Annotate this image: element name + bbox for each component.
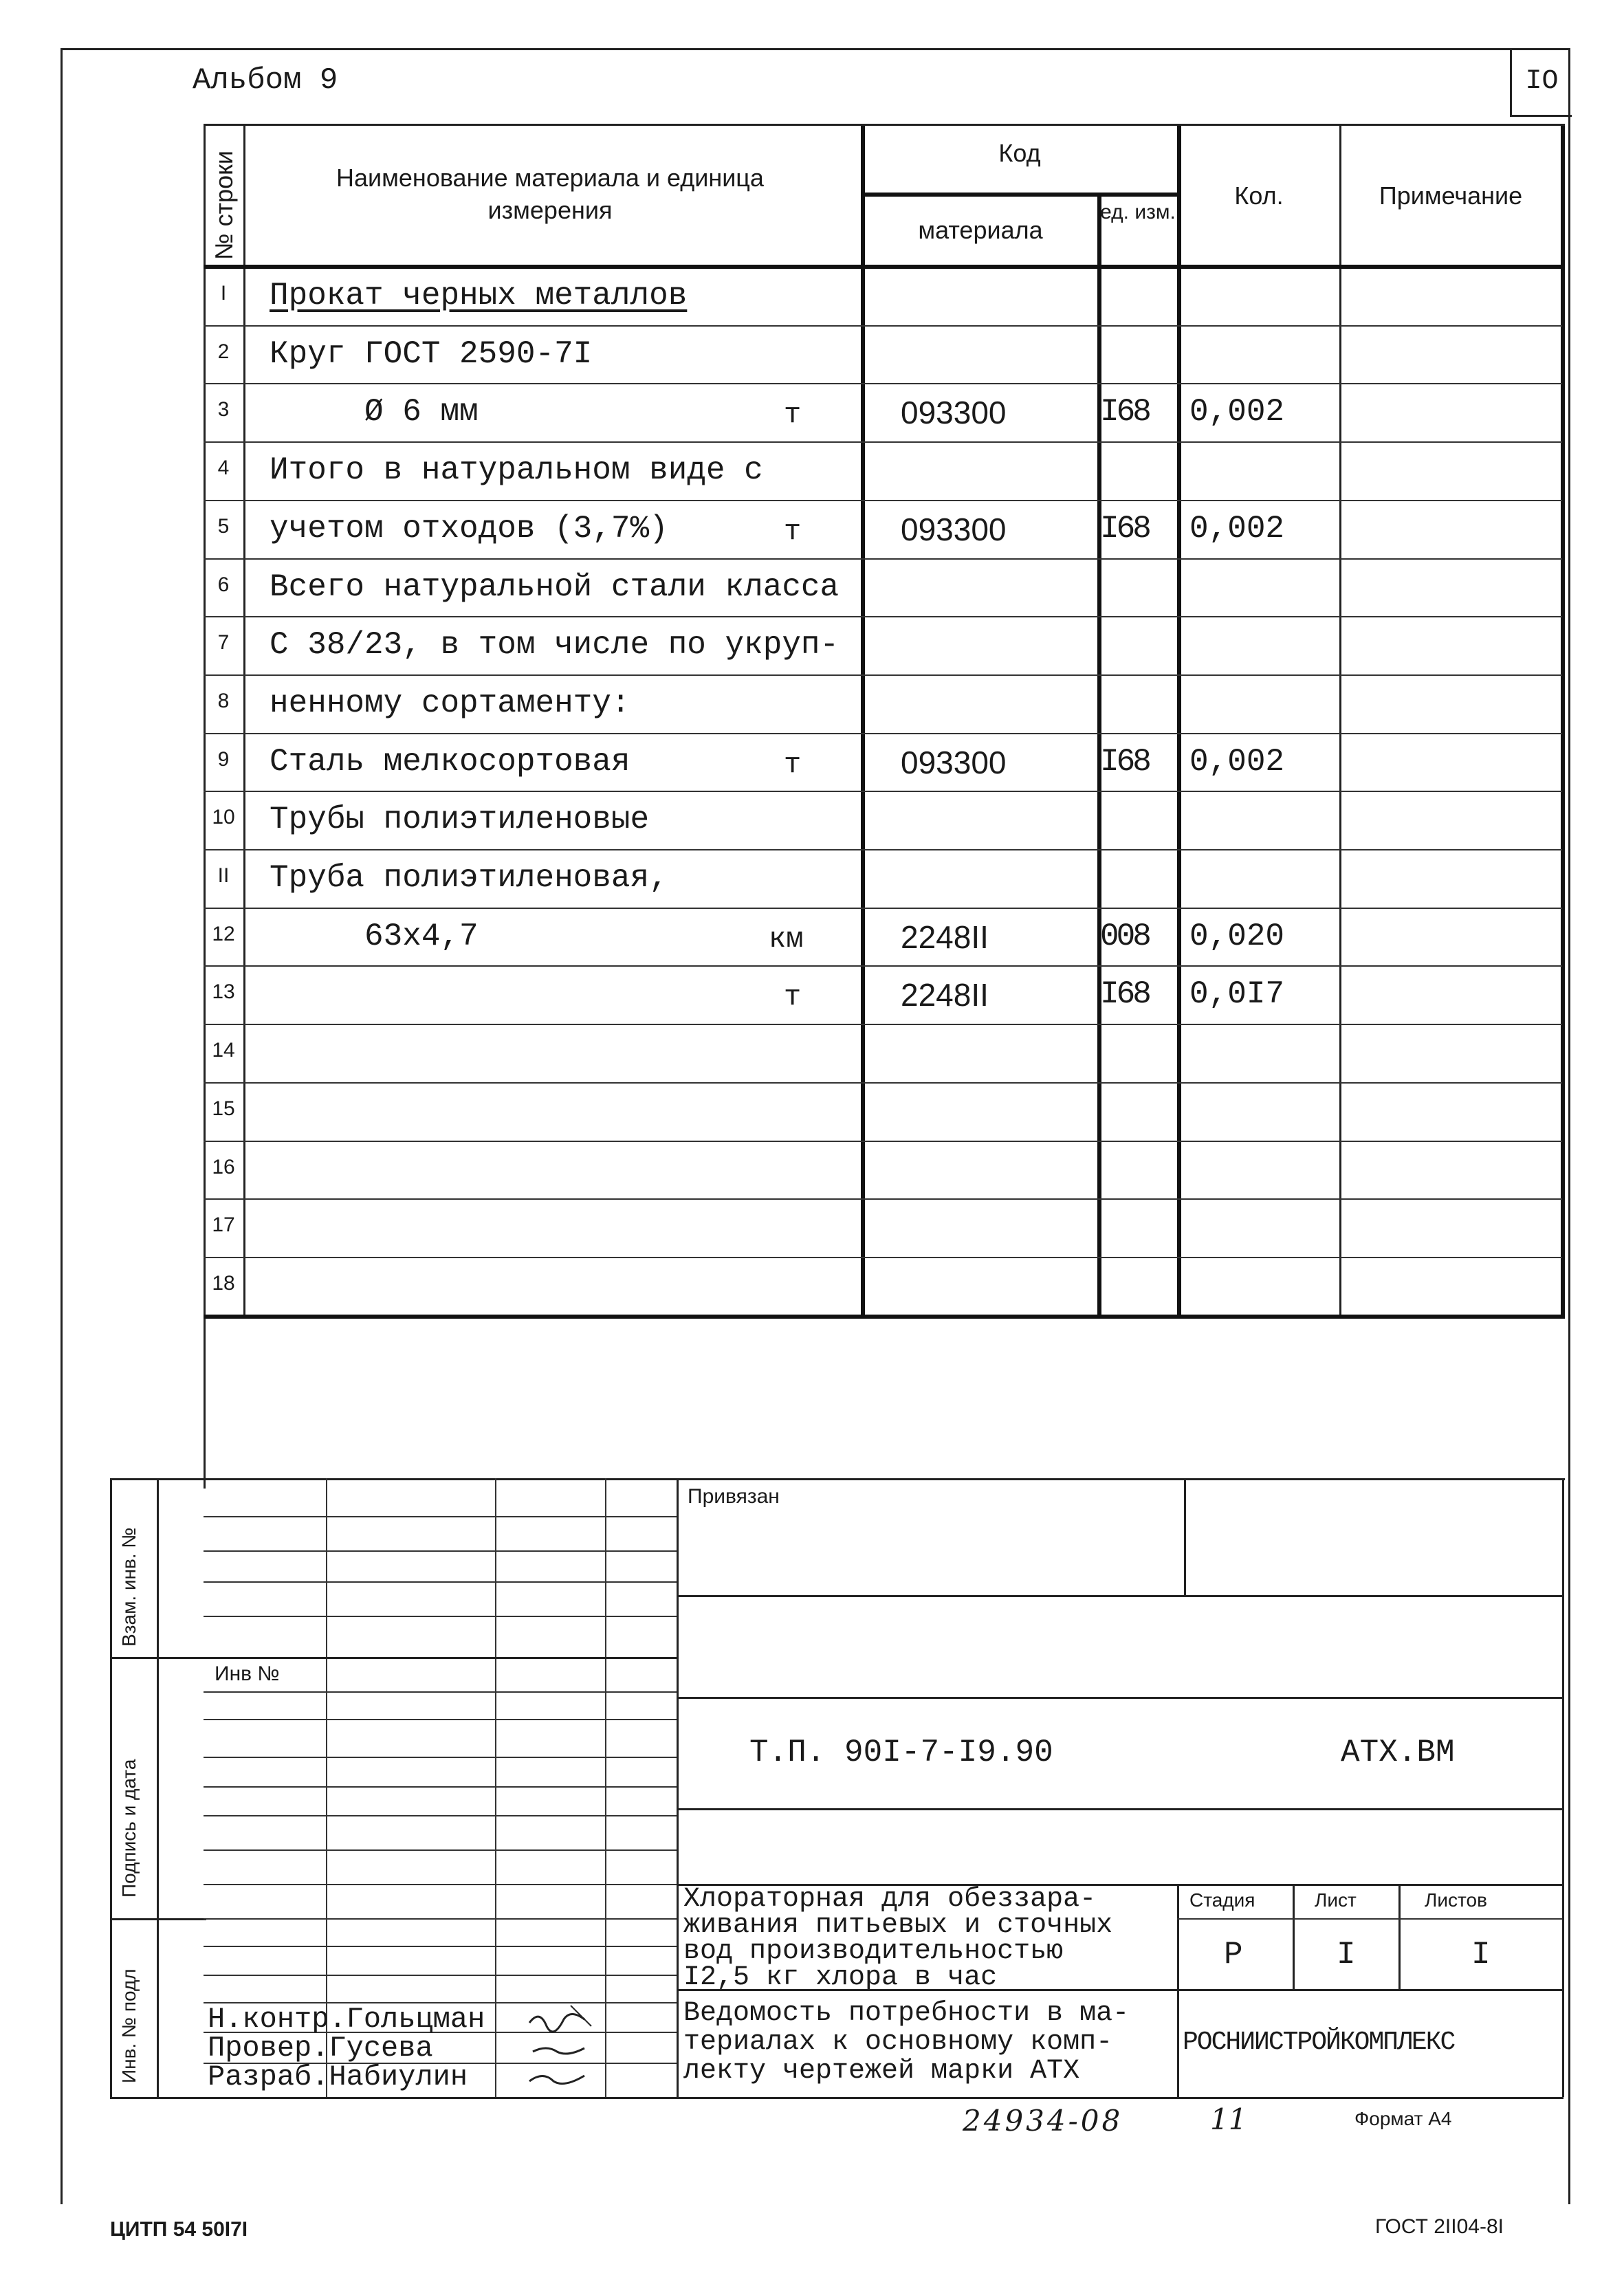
row-number: 5 <box>217 514 230 538</box>
object-title: Хлораторная для обеззара- живания питьевых и сточных вод производительностью I2,5 кг хлора в час <box>683 1884 1113 1993</box>
header-code-material: материала <box>918 216 1043 244</box>
doc-title: Ведомость потребности в ма- териалах к основному комп- лекту чертежей марки АТХ <box>683 1998 1130 2087</box>
row-number: 17 <box>212 1214 235 1237</box>
header-note: Примечание <box>1379 182 1523 210</box>
unit-cell: км <box>769 922 804 956</box>
organization: РОСНИИСТРОЙКОМПЛЕКС <box>1183 2028 1455 2057</box>
material-name: Итого в натуральном виде с <box>270 452 763 489</box>
material-name: С 38/23, в том числе по укруп- <box>270 627 840 663</box>
row-number: 12 <box>212 922 235 945</box>
quantity: 0,002 <box>1189 394 1285 430</box>
unit-code: 008 <box>1100 918 1149 954</box>
privyazan-label: Привязан <box>688 1485 780 1508</box>
sheets-label: Листов <box>1425 1889 1487 1911</box>
material-code: 093300 <box>901 511 1007 547</box>
sheet-value: I <box>1337 1937 1356 1973</box>
unit-cell: т <box>784 514 802 548</box>
row-number: 3 <box>217 398 230 421</box>
row-number: 8 <box>217 689 230 712</box>
material-name: Круг ГОСТ 2590-7I <box>270 336 593 372</box>
material-name: учетом отходов (3,7%) <box>270 510 668 547</box>
unit-cell: т <box>784 398 802 432</box>
row-number: 14 <box>212 1039 235 1062</box>
header-code: Код <box>998 139 1041 167</box>
row-number: 18 <box>212 1271 235 1295</box>
footer-left: ЦИТП 54 50I7I <box>110 2218 248 2241</box>
sheet-number-box <box>1510 48 1572 117</box>
material-name: Труба полиэтиленовая, <box>270 860 668 896</box>
material-code: 2248II <box>901 977 989 1013</box>
doc-mark: АТХ.ВМ <box>1341 1735 1455 1770</box>
stage-value: Р <box>1224 1937 1243 1973</box>
material-name: Трубы полиэтиленовые <box>270 802 650 838</box>
header-code-unit: ед. изм. <box>1100 201 1176 223</box>
row-number: 15 <box>212 1097 235 1120</box>
doc-code: Т.П. 90I-7-I9.90 <box>749 1735 1053 1770</box>
row-number: 2 <box>217 340 230 363</box>
row-number: 7 <box>217 631 230 655</box>
unit-code: I68 <box>1100 976 1149 1013</box>
stage-label: Стадия <box>1189 1889 1255 1911</box>
sheet-number: IO <box>1525 66 1559 97</box>
material-code: 093300 <box>901 395 1007 431</box>
material-name: 63х4,7 <box>364 918 479 954</box>
header-qty: Кол. <box>1234 182 1284 210</box>
quantity: 0,020 <box>1189 918 1285 954</box>
signer-2: Провер.Гусева <box>208 2032 433 2065</box>
material-name: Ø 6 мм <box>364 394 479 430</box>
unit-code: I68 <box>1100 743 1149 780</box>
material-code: 2248II <box>901 919 989 955</box>
unit-code: I68 <box>1100 510 1149 547</box>
material-code: 093300 <box>901 744 1007 780</box>
material-name: Сталь мелкосортовая <box>270 743 630 780</box>
quantity: 0,002 <box>1189 743 1285 780</box>
side-label-vzam: Взам. инв. № <box>118 1527 140 1647</box>
unit-cell: т <box>784 747 802 781</box>
row-number: 13 <box>212 980 235 1004</box>
unit-cell: т <box>784 980 802 1014</box>
sheet-label: Лист <box>1315 1889 1357 1911</box>
row-number: 9 <box>217 747 230 771</box>
header-row-no: № строки <box>210 150 238 260</box>
format-label: Формат А4 <box>1354 2108 1452 2129</box>
album-label: Альбом 9 <box>193 63 338 98</box>
material-name: Всего натуральной стали класса <box>270 569 840 605</box>
row-number: I <box>220 282 227 305</box>
row-number: II <box>217 864 230 887</box>
row-number: 6 <box>217 573 230 596</box>
side-label-inv-podl: Инв. № подл <box>118 1968 140 2083</box>
side-label-podpis: Подпись и дата <box>118 1759 140 1898</box>
sheets-value: I <box>1471 1937 1491 1973</box>
unit-code: I68 <box>1100 394 1149 430</box>
signer-1: Н.контр.Гольцман <box>208 2003 485 2036</box>
row-number: 16 <box>212 1155 235 1178</box>
quantity: 0,002 <box>1189 510 1285 547</box>
signature-marks <box>523 2002 605 2091</box>
header-name: Наименование материала и единица измерения <box>336 164 764 224</box>
quantity: 0,0I7 <box>1189 976 1285 1013</box>
inventory-number: 24934-08 <box>963 2104 1123 2138</box>
page-handwritten: 11 <box>1210 2102 1247 2136</box>
signer-3: Разраб.Набиулин <box>208 2061 468 2094</box>
material-name: ненному сортаменту: <box>270 685 630 721</box>
material-name: Прокат черных металлов <box>270 278 688 314</box>
footer-right: ГОСТ 2II04-8I <box>1375 2215 1504 2238</box>
row-number: 10 <box>212 806 235 829</box>
row-number: 4 <box>217 457 230 480</box>
inv-no-label: Инв № <box>215 1662 280 1685</box>
